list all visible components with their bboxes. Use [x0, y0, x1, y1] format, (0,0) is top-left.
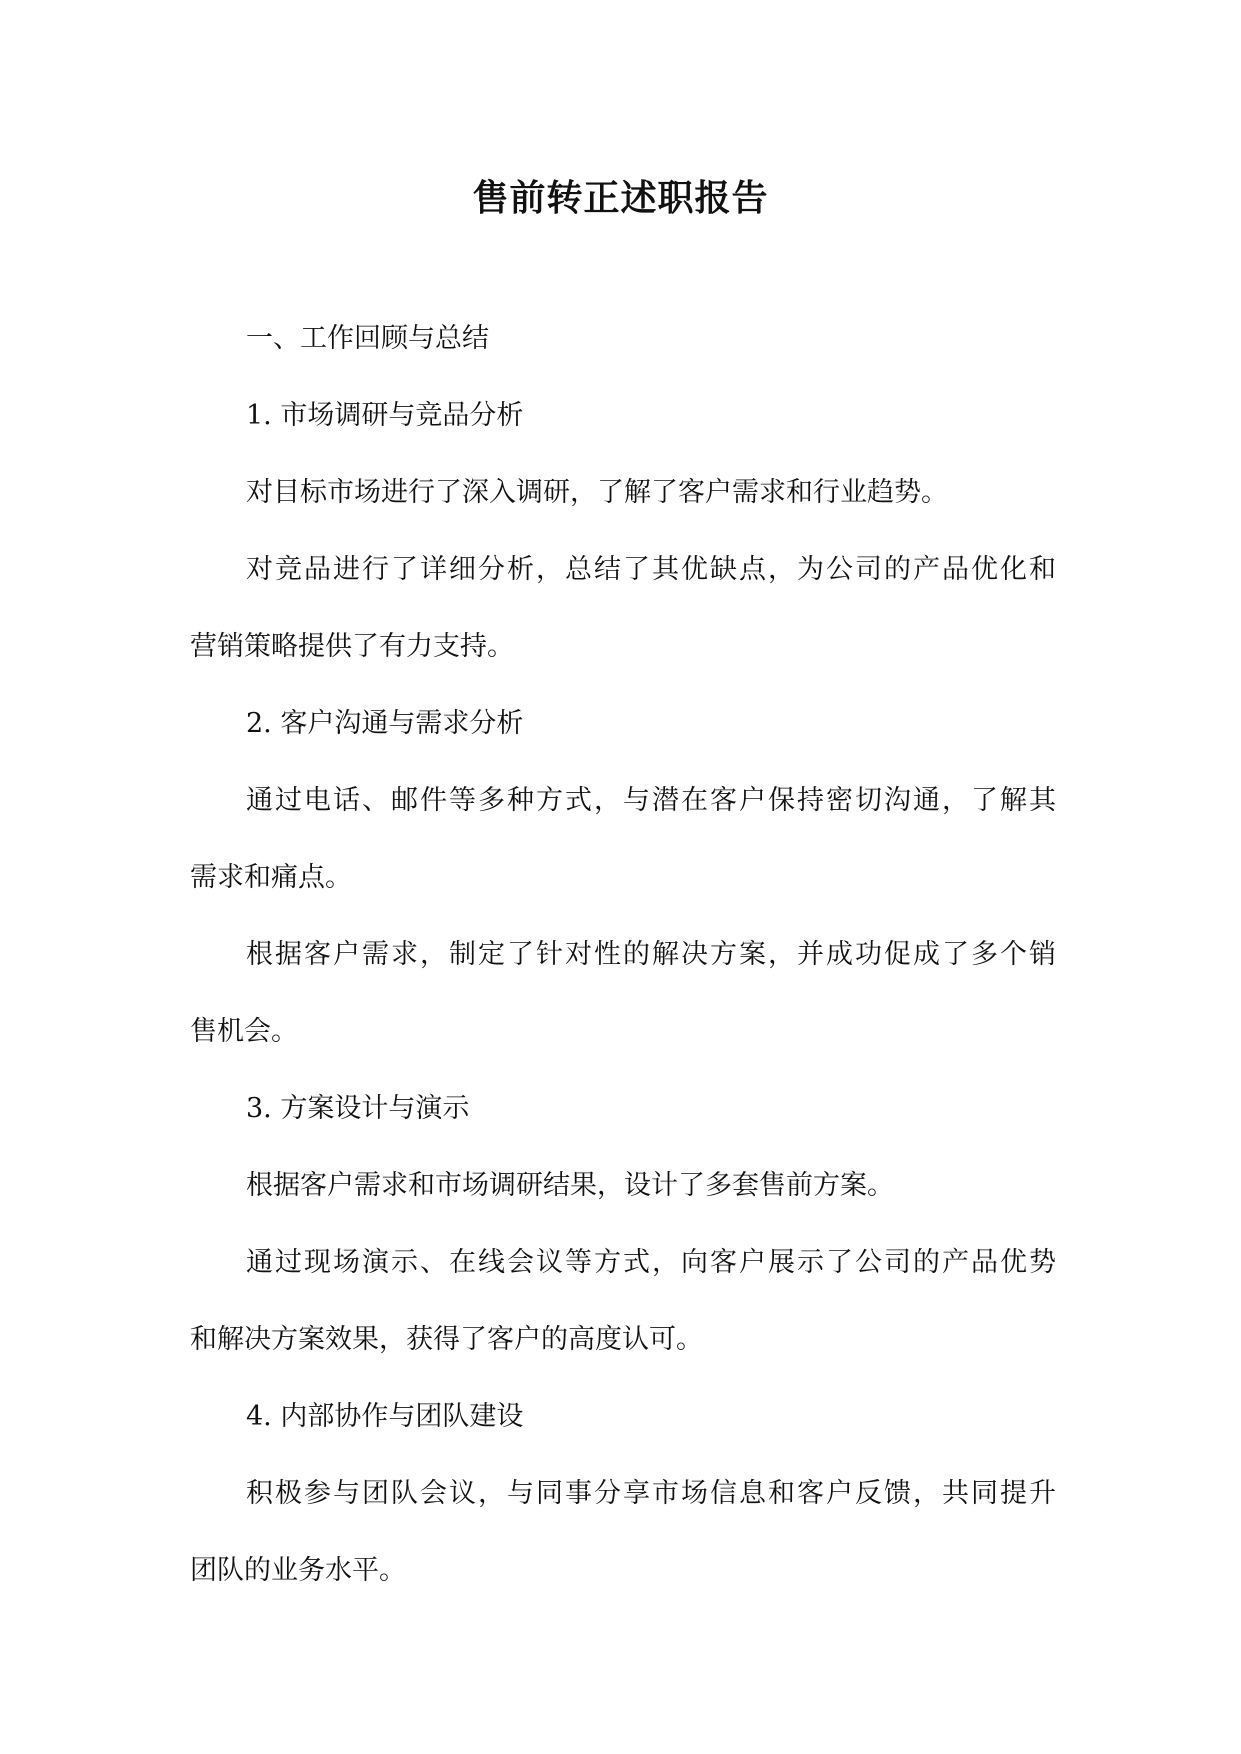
paragraph-line: 需求和痛点。 [190, 862, 352, 893]
paragraph-line: 团队的业务水平。 [190, 1555, 406, 1586]
paragraph-line: 根据客户需求和市场调研结果，设计了多套售前方案。 [246, 1170, 894, 1201]
section-heading: 一、工作回顾与总结 [246, 323, 489, 354]
paragraph-line: 和解决方案效果，获得了客户的高度认可。 [190, 1324, 703, 1355]
paragraph-line: 积极参与团队会议，与同事分享市场信息和客户反馈，共同提升 [246, 1478, 1056, 1509]
document-body [190, 300, 1056, 1609]
subsection-heading: 3. 方案设计与演示 [246, 1093, 470, 1124]
subsection-heading: 1. 市场调研与竞品分析 [246, 400, 524, 431]
document-title: 售前转正述职报告 [472, 178, 769, 219]
paragraph-line: 通过电话、邮件等多种方式，与潜在客户保持密切沟通，了解其 [246, 785, 1056, 816]
subsection-heading: 4. 内部协作与团队建设 [246, 1401, 524, 1432]
subsection-heading: 2. 客户沟通与需求分析 [246, 708, 524, 739]
paragraph-line: 售机会。 [190, 1016, 298, 1047]
paragraph-line: 根据客户需求，制定了针对性的解决方案，并成功促成了多个销 [246, 939, 1056, 970]
paragraph-line: 对竞品进行了详细分析，总结了其优缺点，为公司的产品优化和 [246, 554, 1056, 585]
paragraph-line: 对目标市场进行了深入调研，了解了客户需求和行业趋势。 [246, 477, 948, 508]
paragraph-line: 通过现场演示、在线会议等方式，向客户展示了公司的产品优势 [246, 1247, 1056, 1278]
paragraph-line: 营销策略提供了有力支持。 [190, 631, 514, 662]
